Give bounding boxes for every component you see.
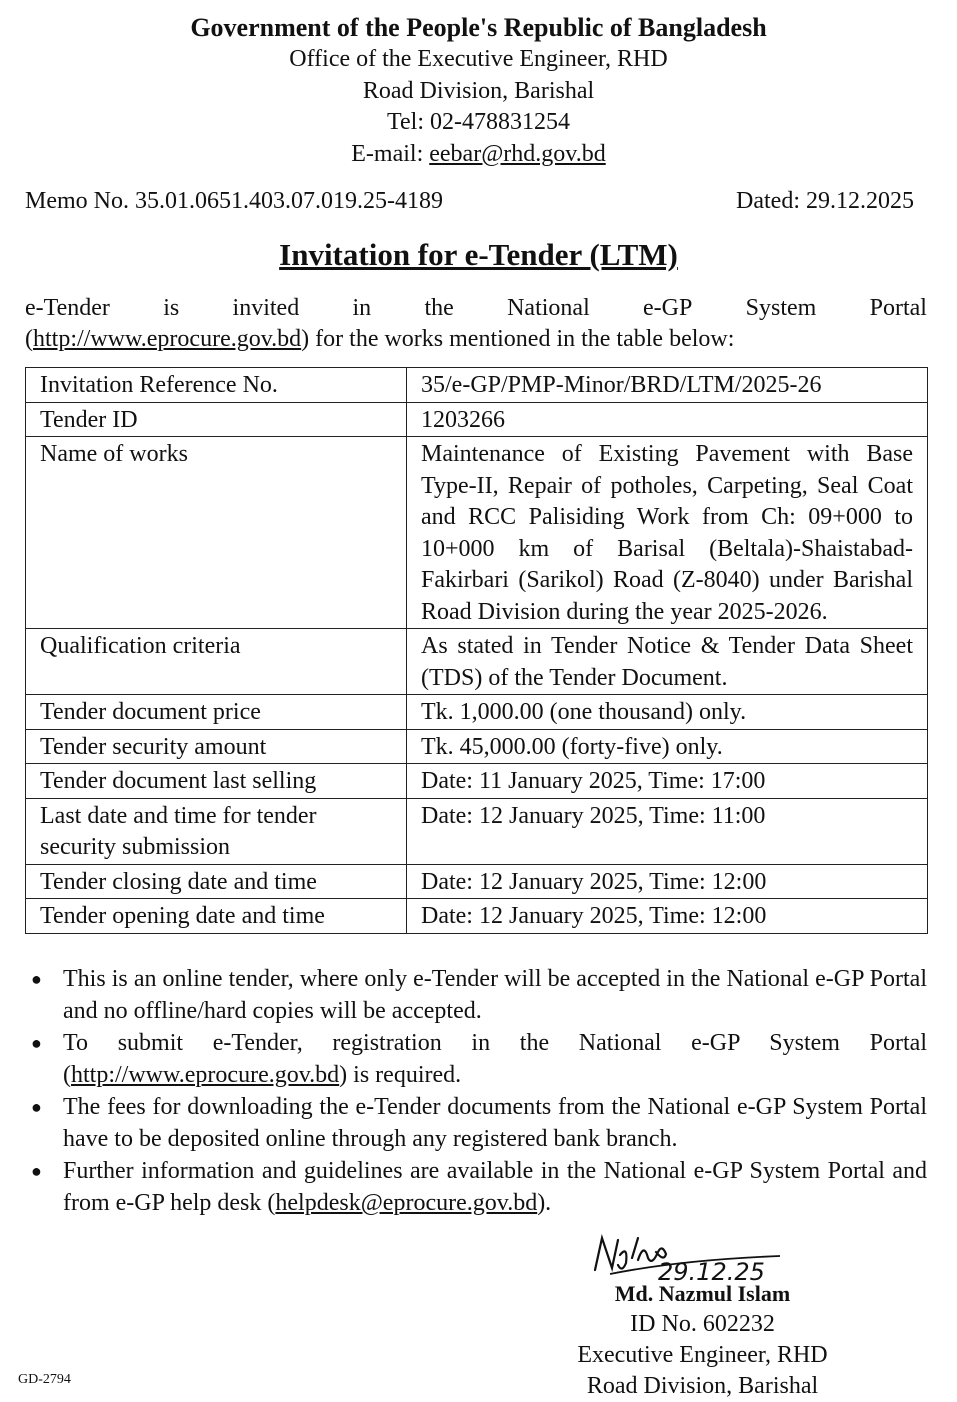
table-row — [26, 368, 928, 403]
row-label: Tender document last selling — [26, 764, 407, 799]
row-value: Tk. 1,000.00 (one thousand) only. — [407, 695, 928, 730]
memo-number: Memo No. 35.01.0651.403.07.019.25-4189 — [25, 188, 443, 214]
row-value: Date: 11 January 2025, Time: 17:00 — [407, 764, 928, 799]
telephone: Tel: 02-478831254 — [387, 109, 570, 135]
intro-line-2 — [25, 324, 927, 355]
intro-word: e-Tender — [25, 295, 110, 321]
row-value: Maintenance of Existing Pavement with Base Type-II, Repair of potholes, Carpeting, Seal Coat and RCC Palisiding Work from Ch: 09+000 to 10+000 km of Barisal (Beltala)-Shaistabad-Fakirbari (Sarikol) Road (Z-8040) under Barishal Road Division during the year 2025-2026. — [407, 437, 928, 629]
row-label: Tender opening date and time — [26, 899, 407, 934]
government-heading: Government of the People's Republic of Bangladesh — [190, 13, 767, 42]
intro-word: e-GP — [643, 295, 693, 321]
list-item-text — [63, 1027, 927, 1091]
row-value: Date: 12 January 2025, Time: 12:00 — [407, 864, 928, 899]
bullet-icon: ● — [31, 1161, 42, 1181]
intro-word: is — [163, 295, 180, 321]
list-item-text — [63, 1155, 927, 1219]
tender-details-table — [25, 367, 928, 934]
memo-row — [25, 188, 914, 215]
row-value: Date: 12 January 2025, Time: 11:00 — [407, 798, 928, 864]
row-label: Last date and time for tender security submission — [26, 798, 407, 864]
signatory-name: Md. Nazmul Islam — [614, 1281, 791, 1306]
bullet-icon: ● — [31, 969, 42, 989]
list-text: Further information and guidelines are available in the National e-GP System Portal and from e-GP help desk ( — [63, 1158, 927, 1216]
bullet-icon: ● — [31, 1097, 42, 1117]
division-name: Road Division, Barishal — [362, 77, 595, 104]
intro-paren: ( — [25, 326, 33, 352]
table-row — [26, 402, 928, 437]
page-title — [0, 237, 957, 273]
signatory-division: Road Division, Barishal — [586, 1373, 819, 1399]
row-label: Invitation Reference No. — [26, 368, 407, 403]
list-item-text — [63, 1091, 927, 1155]
list-item — [25, 1155, 927, 1219]
row-value: 35/e-GP/PMP-Minor/BRD/LTM/2025-26 — [407, 368, 928, 403]
table-row — [26, 437, 928, 629]
list-item-text — [63, 963, 927, 1027]
signatory-block — [520, 1278, 885, 1402]
row-value: Date: 12 January 2025, Time: 12:00 — [407, 899, 928, 934]
signatory-designation: Executive Engineer, RHD — [577, 1342, 828, 1368]
email-line — [0, 139, 957, 171]
list-text: ). — [537, 1190, 552, 1216]
row-value: 1203266 — [407, 402, 928, 437]
list-text: ) is required. — [339, 1062, 462, 1088]
signature-date: 29.12.25 — [658, 1258, 765, 1285]
row-value: Tk. 45,000.00 (forty-five) only. — [407, 729, 928, 764]
table-row — [26, 695, 928, 730]
table-row — [26, 729, 928, 764]
row-label: Tender closing date and time — [26, 864, 407, 899]
bullet-icon: ● — [31, 1033, 42, 1053]
list-text: The fees for downloading the e-Tender documents from the National e-GP System Portal have to be deposited online through any registered bank branch. — [63, 1094, 927, 1152]
intro-paragraph — [25, 293, 927, 355]
intro-word: National — [507, 295, 590, 321]
list-item — [25, 1027, 927, 1091]
email-link[interactable]: eebar@rhd.gov.bd — [429, 140, 606, 167]
intro-word: System — [745, 295, 817, 321]
list-item — [25, 963, 927, 1027]
intro-line-1 — [25, 293, 927, 324]
handwritten-signature — [590, 1230, 820, 1285]
row-label: Tender document price — [26, 695, 407, 730]
intro-word: invited — [232, 295, 300, 321]
notes-list — [25, 963, 927, 1219]
memo-date: Dated: 29.12.2025 — [736, 188, 914, 214]
row-label: Tender security amount — [26, 729, 407, 764]
table-row — [26, 864, 928, 899]
office-name: Office of the Executive Engineer, RHD — [289, 46, 668, 72]
table-row — [26, 764, 928, 799]
list-text: This is an online tender, where only e-Tender will be accepted in the National e-GP Portal and no offline/hard copies will be accepted. — [63, 966, 927, 1024]
intro-word: the — [424, 295, 454, 321]
list-item — [25, 1091, 927, 1155]
intro-rest: ) for the works mentioned in the table below: — [301, 326, 735, 352]
row-label: Name of works — [26, 437, 407, 629]
table-row — [26, 899, 928, 934]
list-link[interactable]: helpdesk@eprocure.gov.bd — [275, 1190, 538, 1216]
letterhead — [0, 12, 957, 170]
intro-word: Portal — [869, 295, 927, 321]
row-value: As stated in Tender Notice & Tender Data Sheet (TDS) of the Tender Document. — [407, 629, 928, 695]
list-text: To submit e-Tender, registration in the National e-GP System Portal ( — [63, 1030, 927, 1088]
footer-code: GD-2794 — [18, 1372, 71, 1387]
row-label: Tender ID — [26, 402, 407, 437]
table-row — [26, 798, 928, 864]
list-link[interactable]: http://www.eprocure.gov.bd — [71, 1062, 340, 1088]
intro-word: in — [352, 295, 372, 321]
email-label: E-mail: — [351, 140, 430, 167]
title-text: Invitation for e-Tender (LTM) — [279, 237, 678, 272]
signatory-id: ID No. 602232 — [630, 1311, 775, 1337]
row-label: Qualification criteria — [26, 629, 407, 695]
table-row — [26, 629, 928, 695]
eprocure-link[interactable]: http://www.eprocure.gov.bd — [33, 326, 302, 352]
